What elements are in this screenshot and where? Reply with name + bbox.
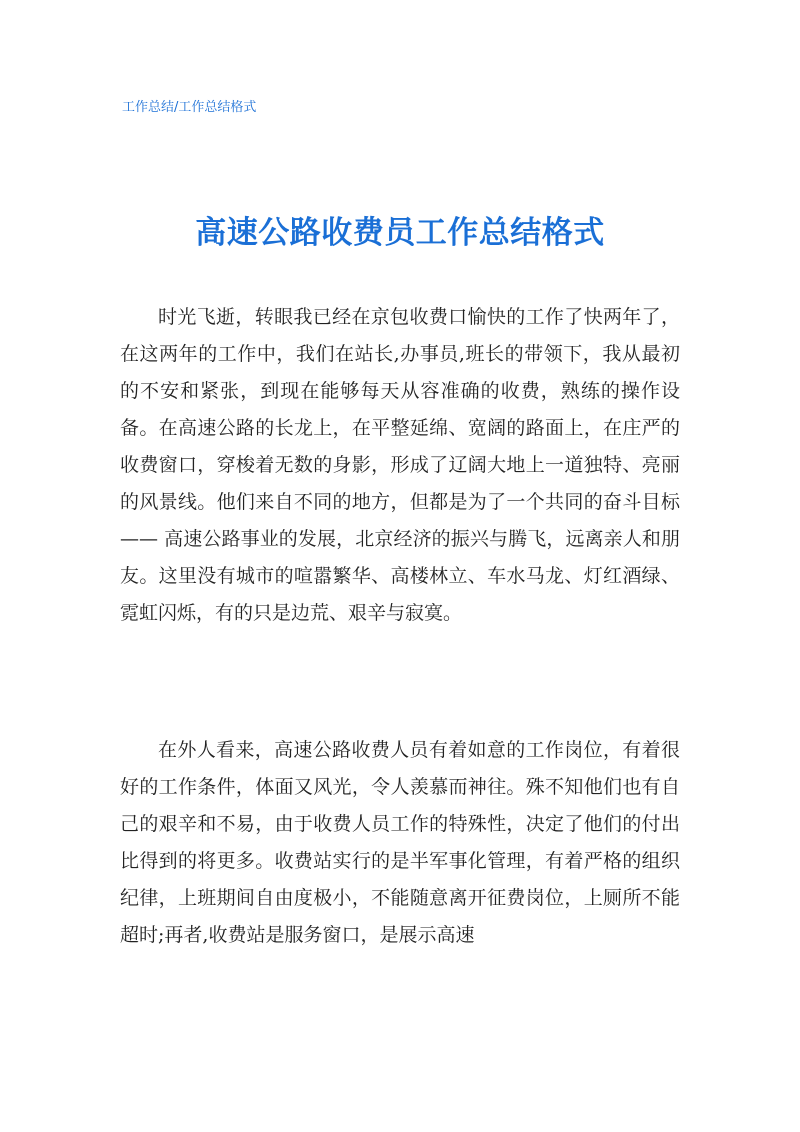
page-title: 高速公路收费员工作总结格式 <box>195 214 605 251</box>
body-paragraph-1: 时光飞逝，转眼我已经在京包收费口愉快的工作了快两年了，在这两年的工作中，我们在站长,办事员,班长的带领下，我从最初的不安和紧张，到现在能够每天从容准确的收费，熟练的操作设备。在高速公路的长龙上，在平整延绵、宽阔的路面上，在庄严的收费窗口，穿梭着无数的身影，形成了辽阔大地上一道独特、亮丽的风景线。他们来自不同的地方，但都是为了一个共同的奋斗目标 —— 高速公路事业的发展，北京经济的振兴与腾飞，远离亲人和朋友。这里没有城市的喧嚣繁华、高楼林立、车水马龙、灯红酒绿、霓虹闪烁，有的只是边荒、艰辛与寂寞。 <box>120 306 680 624</box>
breadcrumb[interactable]: 工作总结/工作总结格式 <box>122 100 257 115</box>
body-paragraph-2: 在外人看来，高速公路收费人员有着如意的工作岗位，有着很好的工作条件，体面又风光，令人羡慕而神往。殊不知他们也有自己的艰辛和不易，由于收费人员工作的特殊性，决定了他们的付出比得到的将更多。收费站实行的是半军事化管理，有着严格的组织纪律，上班期间自由度极小，不能随意离开征费岗位，上厕所不能超时;再者,收费站是服务窗口，是展示高速 <box>120 739 680 946</box>
